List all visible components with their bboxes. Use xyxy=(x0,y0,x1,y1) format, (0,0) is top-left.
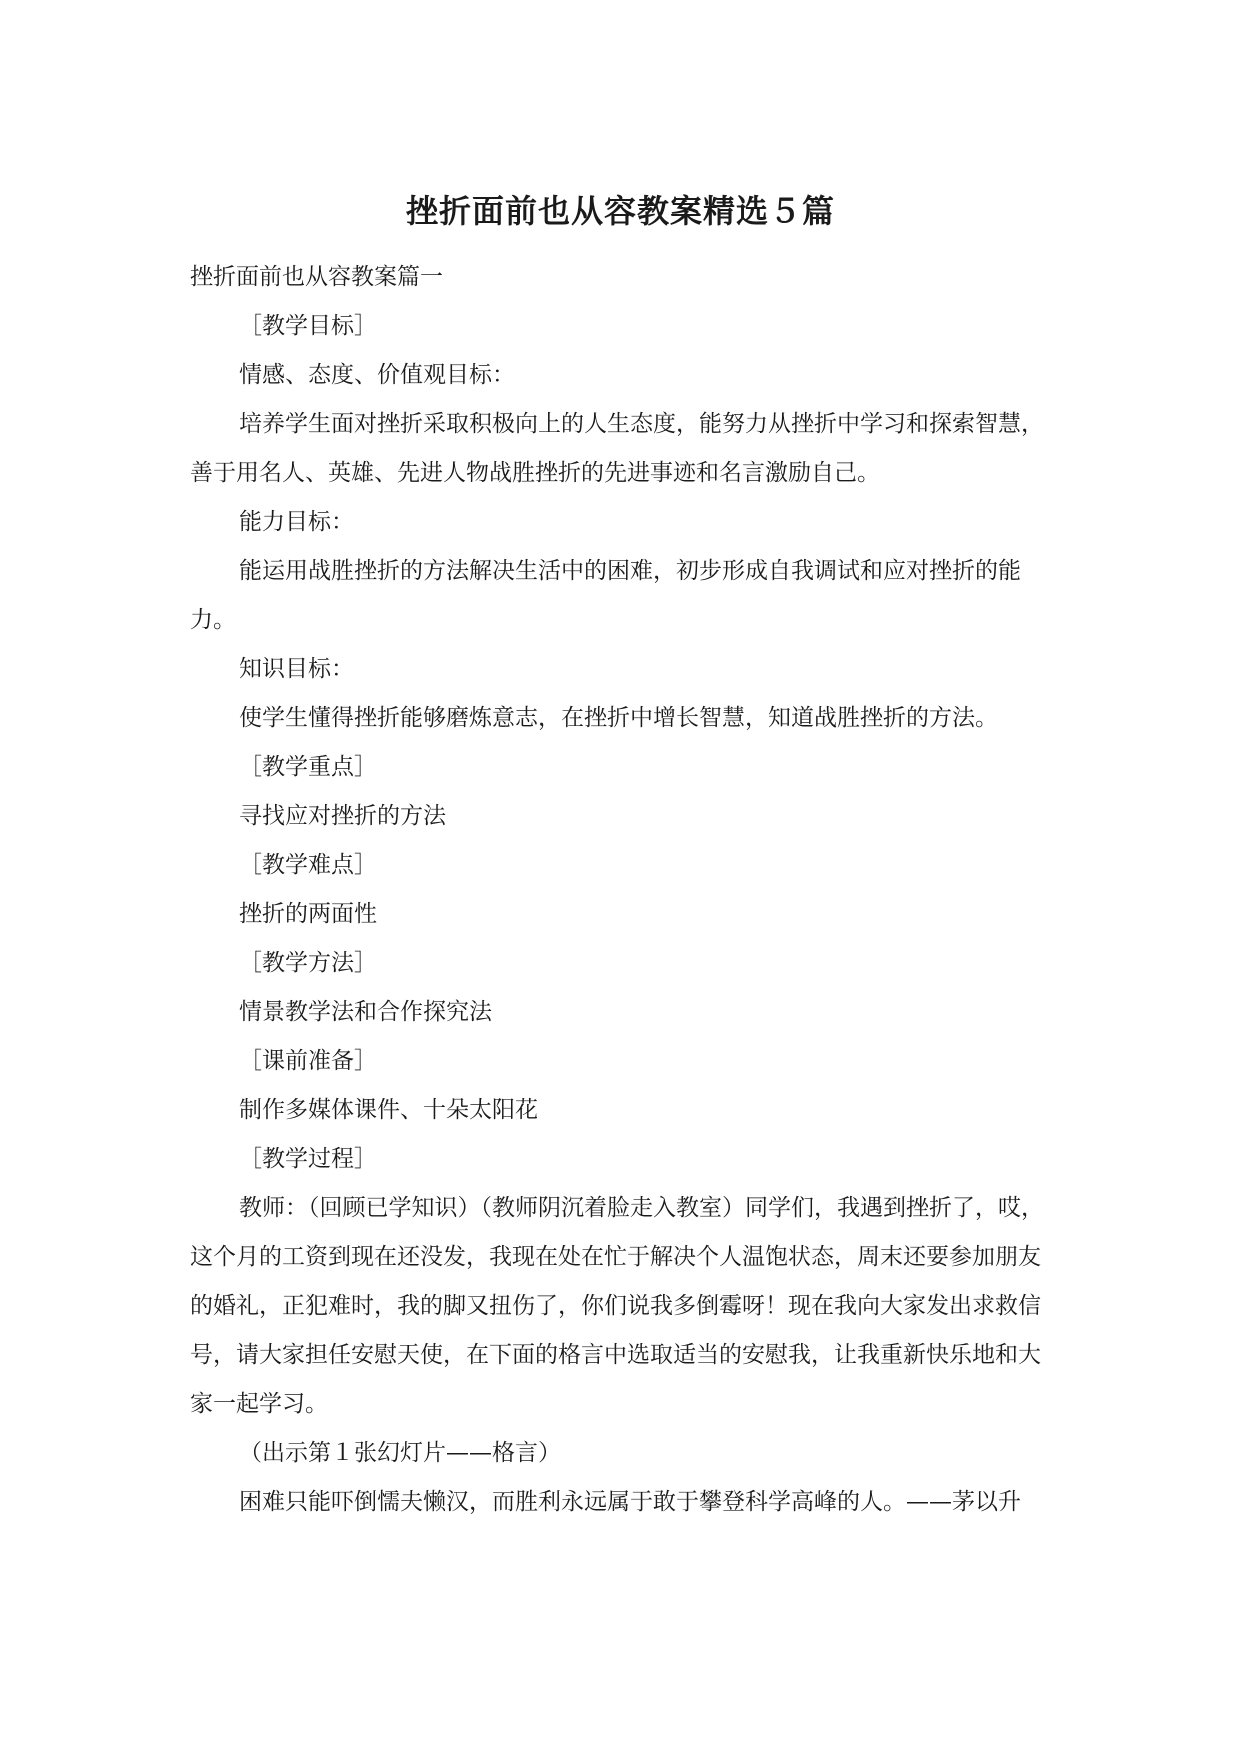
paragraph: 情景教学法和合作探究法 xyxy=(239,999,492,1025)
paragraph: 情感、态度、价值观目标： xyxy=(239,362,515,388)
paragraph: 能力目标： xyxy=(239,509,354,535)
paragraph: 教师：（回顾已学知识）（教师阴沉着脸走入教室）同学们，我遇到挫折了，哎，这个月的工资到现在还没发，我现在处在忙于解决个人温饱状态，周末还要参加朋友的婚礼，正犯难时，我的脚又扭伤了，你们说我多倒霉呀！现在我向大家发出求救信号，请大家担任安慰天使，在下面的格言中选取适当的安慰我，让我重新快乐地和大家一起学习。 xyxy=(190,1195,1044,1417)
paragraph: 制作多媒体课件、十朵太阳花 xyxy=(239,1097,538,1123)
paragraph: 能运用战胜挫折的方法解决生活中的困难，初步形成自我调试和应对挫折的能力。 xyxy=(190,558,1021,633)
document-title: 挫折面前也从容教案精选５篇 xyxy=(405,192,835,230)
paragraph: 挫折的两面性 xyxy=(239,901,377,927)
paragraph: 挫折面前也从容教案篇一 xyxy=(190,264,443,290)
paragraph: ［教学过程］ xyxy=(239,1146,377,1172)
paragraph: ［教学难点］ xyxy=(239,852,377,878)
paragraph: 使学生懂得挫折能够磨炼意志，在挫折中增长智慧，知道战胜挫折的方法。 xyxy=(239,705,998,731)
paragraph: 困难只能吓倒懦夫懒汉，而胜利永远属于敢于攀登科学高峰的人。——茅以升 xyxy=(239,1489,1021,1515)
paragraph: ［教学重点］ xyxy=(239,754,377,780)
document-body xyxy=(190,253,1052,1527)
paragraph: 培养学生面对挫折采取积极向上的人生态度，能努力从挫折中学习和探索智慧，善于用名人、英雄、先进人物战胜挫折的先进事迹和名言激励自己。 xyxy=(190,411,1044,486)
paragraph: ［教学方法］ xyxy=(239,950,377,976)
paragraph: ［课前准备］ xyxy=(239,1048,377,1074)
paragraph: 知识目标： xyxy=(239,656,354,682)
paragraph: 寻找应对挫折的方法 xyxy=(239,803,446,829)
paragraph: ［教学目标］ xyxy=(239,313,377,339)
paragraph: （出示第１张幻灯片——格言） xyxy=(239,1440,561,1466)
